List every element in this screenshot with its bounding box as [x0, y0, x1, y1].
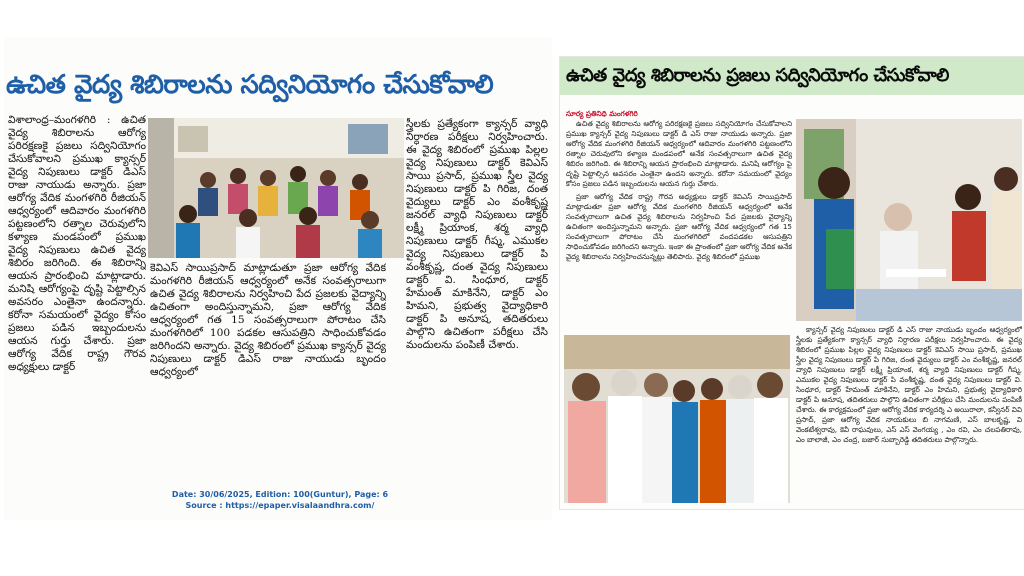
left-column-3 — [406, 118, 548, 516]
left-column-1 — [8, 114, 146, 516]
right-byline: సూర్య ప్రతినిధి మంగళగిరి — [566, 109, 638, 118]
right-news-clipping — [559, 56, 1024, 510]
right-para3: క్యాన్సర్ వైద్య నిపుణులు డాక్టర్ డి ఎస్ రాజు నాయుడు బృందం ఆధ్వర్యంలో స్త్రీలకు ప్రత్యేకంగా క్యాన్సర్ వ్యాధి నిర్ధారణ పరీక్షలు నిర్వహించారు. ఈ వైద్య శిబిరంలో ప్రముఖ పిల్లల వైద్య నిపుణులు డాక్టర్ కెవిఎస్ సాయి ప్రసాద్, ప్రముఖ స్త్రీల వైద్య నిపుణులు డాక్టర్ పి గిరిజ, దంత వైద్యులు డాక్టర్ ఎం వంశీకృష్ణ, జనరల్ వ్యాధి నిపుణులు డాక్టర్ లక్ష్మీ ప్రియాంక, శర్మ వ్యాధి నిపుణులు డాక్టర్ గీష్మ, ఎముకల వైద్య నిపుణులు డాక్టర్ పి వంశీకృష్ణ, దంత వైద్య నిపుణులు డాక్టర్ వి. సింధూర, డాక్టర్ హేమంత్ మాకినేని, డాక్టర్ ఎం హిమని, ప్రభుత్వ వైద్యాధికారి డాక్టర్ పి అనూష, తదితరులు పాల్గొని ఉచితంగా పరీక్షలు చేసి మందులను పంపిణీ చేశారు. ఈ కార్యక్రమంలో ప్రజా ఆరోగ్య వేదిక కార్యదర్శి ఎ అయిరాలా, కన్వీనర్ వివి ప్రసాద్, ప్రజా ఆరోగ్య వేదిక నాయకులు బి నాగమణి, ఎస్ బాలకృష్ణ, వి వెంకటేశ్వరావు, కెవీ రాఘవులు, ఎస్ ఎస్ వెంగయ్య , ఎం రవి, ఎం చలపతిరావు, ఎం బాలాజీ, ఎం చంద్ర, బజార్ సుబ్బారెడ్డి తదితరులు పాల్గొన్నారు. — [796, 325, 1022, 444]
right-group-photo — [564, 335, 790, 503]
right-column-bottom — [796, 325, 1022, 505]
left-camp-photo — [148, 118, 404, 258]
left-col2-text: కెవిఎస్ సాయిప్రసాద్ మాట్లాడుతూ ప్రజా ఆరోగ్య వేదిక మంగళగిరి రీజియన్ ఆధ్వర్యంలో అనేక సంవత్సరాలుగా ఉచిత వైద్య శిబిరాలను నిర్వహించి పేద ప్రజలకు వైద్యాన్ని ఉచితంగా అందిస్తున్నామని, ప్రజా ఆరోగ్య వేదిక ఆధ్వర్యంలో గత 15 సంవత్సరాలుగా పోరాటం చేసి మంగళగిరిలో 100 పడకల ఆసుపత్రిని సాధించుకోవడం జరిగిందని అన్నారు. వైద్య శిబిరంలో ప్రముఖ క్యాన్సర్ వైద్య నిపుణులు డాక్టర్ డిఎస్ రాజు నాయుడు బృందం ఆధ్వర్యంలో — [150, 262, 386, 378]
edition-info: Date: 30/06/2025, Edition: 100(Guntur), Page: 6 — [171, 490, 389, 499]
source-link[interactable]: Source : https://epaper.visalaandhra.com/ — [185, 501, 375, 510]
left-col3-text: స్త్రీలకు ప్రత్యేకంగా క్యాన్సర్ వ్యాధి నిర్ధారణ పరీక్షలు నిర్వహించారు. ఈ వైద్య శిబిరంలో ప్రముఖ పిల్లల వైద్య నిపుణులు డాక్టర్ కెవిఎస్ సాయి ప్రసాద్, ప్రముఖ స్త్రీల వైద్య నిపుణులు డాక్టర్ పి గిరిజ, దంత వైద్యులు డాక్టర్ ఎం వంశీకృష్ణ జనరల్ వ్యాధి నిపుణులు డాక్టర్ లక్ష్మీ ప్రియాంక, శర్మ వ్యాధి నిపుణులు డాక్టర్ గీష్మ, ఎముకల వైద్య నిపుణులు డాక్టర్ పి వంశీకృష్ణ, దంత వైద్య నిపుణులు డాక్టర్ వి. సింధూర, డాక్టర్ హేమంత్ మాకినేని, డాక్టర్ ఎం హిమని, ప్రభుత్వ వైద్యాధికారి డాక్టర్ పి అనూష, తదితరులు పాల్గొని ఉచితంగా పరీక్షలు చేసి మందులను పంపిణీ చేశారు. — [406, 118, 548, 351]
right-column-top — [566, 109, 792, 329]
left-col1-text: విశాలాంధ్ర–మంగళగిరి : ఉచిత వైద్య శిబిరాలను ఆరోగ్య పరిరక్షణకై ప్రజలు సద్వినియోగం చేసుకోవాలని ప్రముఖ క్యాన్సర్ వైద్య నిపుణులు డాక్టర్ డిఎస్ రాజు నాయుడు అన్నారు. ప్రజా ఆరోగ్య వేదిక మంగళగిరి రీజియన్ ఆధ్వర్యంలో ఆదివారం మంగళగిరి పట్టణంలోని రత్నాల చెరువులోని కళ్యాణ మండపంలో ప్రముఖ వైద్య నిపుణులు ఉచిత వైద్య శిబిరం జరిగింది. ఈ శిబిరాన్ని ఆయన ప్రారంభించి మాట్లాడారు. మనిషి ఆరోగ్యంపై దృష్టి పెట్టాల్సిన అవసరం ఎంతైనా ఉందన్నారు. కరోనా సమయంలో వైద్యం కోసం ప్రజలు పడిన ఇబ్బందులను ఆయన గుర్తు చేశారు. ప్రజా ఆరోగ్య వేదిక రాష్ట్ర గౌరవ అధ్యక్షులు డాక్టర్ — [8, 114, 146, 373]
left-news-clipping — [4, 38, 552, 520]
left-footer — [170, 489, 390, 511]
right-doctor-photo — [796, 119, 1022, 321]
right-para2: ప్రజా ఆరోగ్య వేదిక రాష్ట్ర గౌరవ అధ్యక్షులు డాక్టర్ కెవిఎస్ సాయిప్రసాద్ మాట్లాడుతూ ప్రజా ఆరోగ్య వేదిక మంగళగిరి రీజియన్ ఆధ్వర్యంలో అనేక సంవత్సరాలుగా ఉచిత వైద్య శిబిరాలను నిర్వహించి పేద ప్రజలకు వైద్యాన్ని ఉచితంగా అందిస్తున్నామని అన్నారు. ప్రజా ఆరోగ్య వేదిక ఆధ్వర్యంలో గత 15 సంవత్సరాలుగా పోరాటం చేసి మంగళగిరిలో వందపడకల ఆసుపత్రిని సాధించుకోవడం జరిగిందని అన్నారు. ఇంకా ఈ ప్రాంతంలో ప్రజా ఆరోగ్య వేదిక అనేక వైద్య శిబిరాలను నిర్వహించనున్నట్లు తెలిపారు. వైద్య శిబిరంలో ప్రముఖ — [566, 192, 792, 261]
right-headline: ఉచిత వైద్య శిబిరాలను ప్రజలు సద్వినియోగం చేసుకోవాలి — [560, 57, 1024, 95]
left-column-2 — [150, 262, 386, 514]
left-headline: ఉచిత వైద్య శిబిరాలను సద్వినియోగం చేసుకోవాలి — [6, 70, 494, 100]
right-para1: ఉచిత వైద్య శిబిరాలను ఆరోగ్య పరిరక్షణకై ప్రజలు సద్వినియోగం చేసుకోవాలని ప్రముఖ క్యాన్సర్ వైద్య నిపుణులు డాక్టర్ డి ఎస్ రాజు నాయుడు అన్నారు. ప్రజా ఆరోగ్య వేదిక మంగళగిరి రీజియన్ ఆధ్వర్యంలో ఆదివారం మంగళగిరి పట్టణంలోని రత్నాల చెరువులోని కళ్యాణ మండపంలో అనేక సంవత్సరాలుగా ఉచిత వైద్య శిబిరం జరిగింది. ఈ శిబిరాన్ని ఆయన ప్రారంభించి మాట్లాడారు. మనిషి ఆరోగ్యం పై దృష్టి పెట్టాల్సిన అవసరం ఎంతైనా ఉందని అన్నారు. కరోనా సమయంలో వైద్యం కోసం ప్రజలు పడిన ఇబ్బందులను ఆయన గుర్తు చేశారు. — [566, 119, 792, 188]
